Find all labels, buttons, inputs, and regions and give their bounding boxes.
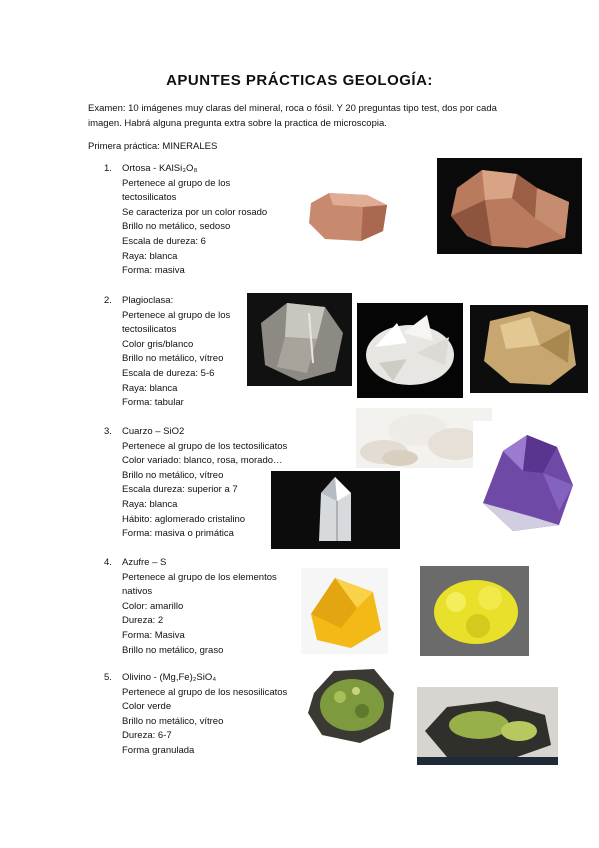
mineral-detail: Forma: Masiva [122,629,185,641]
mineral-name: Cuarzo – SiO2 [122,426,185,437]
mineral-detail: Escala de dureza: 6 [122,235,206,247]
ortosa-photo-2 [437,158,582,254]
mineral-detail: Brillo no metálico, vítreo [122,469,224,481]
mineral-detail: Forma: tabular [122,397,184,409]
mineral-detail: Forma: masiva [122,265,185,277]
mineral-detail: Hábito: aglomerado cristalino [122,513,246,525]
list-number: 3. [104,426,112,437]
mineral-detail: Pertenece al grupo de los tectosilicatos [122,440,288,452]
plagioclasa-photo-3 [470,305,588,393]
cuarzo-photo-1 [356,408,492,468]
mineral-detail: Dureza: 2 [122,615,164,627]
cuarzo-photo-3 [271,471,400,549]
mineral-detail: nativos [122,586,153,598]
cuarzo-photo-2 [473,421,581,539]
mineral-detail: Raya: blanca [122,498,178,510]
olivino-photo-2 [417,687,558,765]
mineral-name: Azufre – S [122,557,167,568]
ortosa-photo-1 [303,185,393,245]
mineral-detail: Pertenece al grupo de los [122,177,231,189]
mineral-detail: Pertenece al grupo de los [122,309,231,321]
mineral-detail: tectosilicatos [122,324,177,336]
mineral-detail: Se caracteriza por un color rosado [122,206,268,218]
list-number: 5. [104,672,112,683]
mineral-detail: Brillo no metálico, vítreo [122,715,224,727]
list-number: 4. [104,557,112,568]
mineral-detail: Escala de dureza: 5-6 [122,367,215,379]
mineral-detail: Color verde [122,701,172,713]
mineral-name: Plagioclasa: [122,295,174,306]
mineral-detail: tectosilicatos [122,192,177,204]
olivino-photo-1 [304,663,400,746]
mineral-detail: Raya: blanca [122,250,178,262]
plagioclasa-photo-1 [247,293,352,386]
mineral-detail: Dureza: 6-7 [122,730,172,742]
mineral-detail: Brillo no metálico, graso [122,644,224,656]
mineral-name: Ortosa - KAlSi₃O₈ [122,163,198,174]
section-subtitle: Primera práctica: MINERALES [88,141,218,152]
mineral-detail: Raya: blanca [122,382,178,394]
mineral-detail: Color: amarillo [122,600,184,612]
plagioclasa-photo-2 [357,303,463,398]
list-number: 1. [104,163,112,174]
mineral-name: Olivino - (Mg,Fe)₂SiO₄ [122,672,217,683]
mineral-detail: Escala dureza: superior a 7 [122,484,238,496]
mineral-detail: Color variado: blanco, rosa, morado… [122,455,283,467]
mineral-detail: Forma: masiva o primática [122,528,234,540]
azufre-photo-1 [301,568,388,654]
mineral-detail: Pertenece al grupo de los nesosilicatos [122,686,288,698]
exam-intro: Examen: 10 imágenes muy claras del mineral, roca o fósil. Y 20 preguntas tipo test, dos por cada imagen. Habrá alguna pregunta extra sobre la practica de microscopia. [88,103,497,129]
page-title: APUNTES PRÁCTICAS GEOLOGÍA: [166,72,433,89]
mineral-detail: Brillo no metálico, vítreo [122,353,224,365]
mineral-detail: Color gris/blanco [122,338,194,350]
mineral-detail: Forma granulada [122,744,195,756]
list-number: 2. [104,295,112,306]
mineral-detail: Pertenece al grupo de los elementos [122,571,277,583]
mineral-detail: Brillo no metálico, sedoso [122,221,231,233]
azufre-photo-2 [420,566,529,656]
